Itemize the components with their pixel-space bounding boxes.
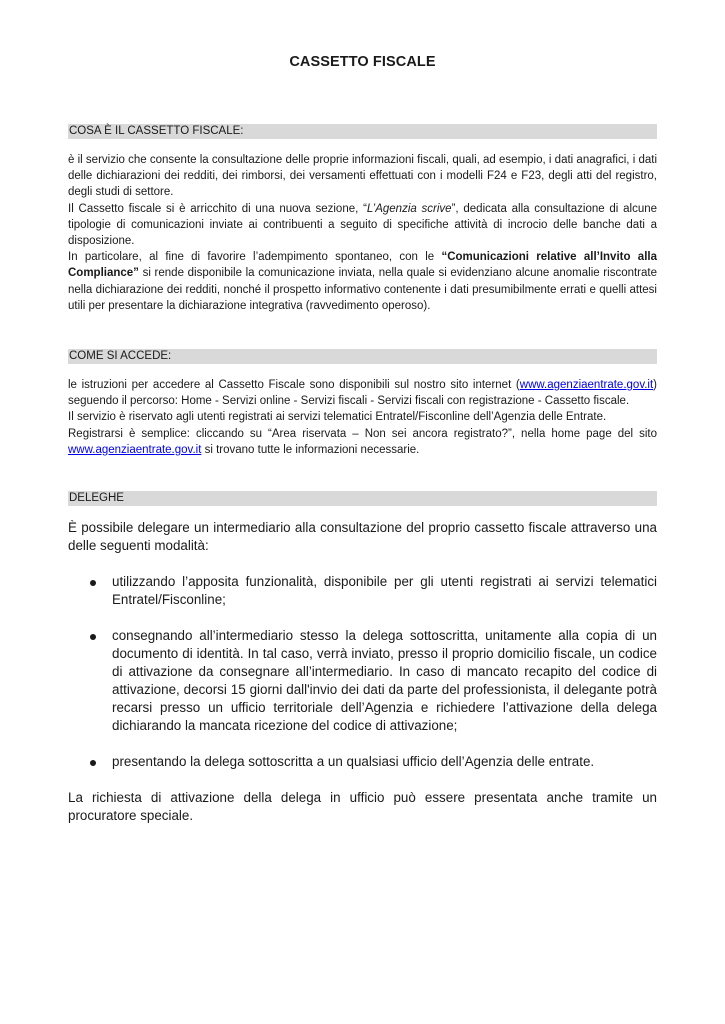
- agenzia-link-2[interactable]: www.agenziaentrate.gov.it: [68, 443, 202, 456]
- list-item: [68, 573, 657, 609]
- section-heading-what-is: COSA È IL CASSETTO FISCALE:: [68, 124, 657, 139]
- bullet-icon: [90, 760, 96, 766]
- delegation-methods-list: [68, 573, 657, 771]
- agenzia-link-1[interactable]: www.agenziaentrate.gov.it: [519, 379, 654, 391]
- what-is-p2-start: Il Cassetto fiscale si è arricchito di una nuova sezione, “: [68, 202, 367, 215]
- document-title: CASSETTO FISCALE: [289, 54, 436, 70]
- bullet-icon: [90, 580, 96, 586]
- access-paragraph-3: [68, 426, 657, 458]
- what-is-paragraph-2: [68, 201, 657, 250]
- section-body-access: [68, 377, 657, 458]
- list-item: [68, 627, 657, 735]
- section-heading-delegations: DELEGHE: [68, 491, 657, 506]
- access-p3-start: Registrarsi è semplice: cliccando su “Area riservata – Non sei ancora registrato?”, nella home page del sito: [68, 427, 657, 440]
- list-item-text: presentando la delega sottoscritta a un qualsiasi ufficio dell’Agenzia delle entrate.: [112, 754, 595, 769]
- delegations-closing: La richiesta di attivazione della delega in ufficio può essere presentata anche tramite un procuratore speciale.: [68, 790, 657, 823]
- what-is-paragraph-1: è il servizio che consente la consultazione delle proprie informazioni fiscali, quali, ad esempio, i dati anagrafici, i dati delle dichiarazioni dei redditi, dei rimborsi, dei versamenti effettuati con i modelli F24 e F23, degli atti del registro, degli studi di settore.: [68, 154, 657, 199]
- delegations-intro: È possibile delegare un intermediario alla consultazione del proprio cassetto fiscale attraverso una delle seguenti modalità:: [68, 520, 657, 553]
- access-p1-start: le istruzioni per accedere al Cassetto Fiscale sono disponibili sul nostro sito internet (: [68, 379, 520, 391]
- section-body-delegations: [68, 519, 657, 825]
- what-is-paragraph-3: [68, 249, 657, 314]
- what-is-p2-end: ”, dedicata alla consultazione di alcune tipologie di comunicazioni inviate ai contribuenti a seguito di specifiche attività di incrocio delle banche dati a disposizione.: [68, 202, 658, 248]
- what-is-p3-start: In particolare, al fine di favorire l’adempimento spontaneo, con le: [68, 251, 442, 264]
- list-item: [68, 753, 657, 771]
- agenzia-scrive-label: L’Agenzia scrive: [366, 202, 452, 215]
- access-paragraph-2: Il servizio è riservato agli utenti registrati ai servizi telematici Entratel/Fisconline dell’Agenzia delle Entrate.: [68, 411, 607, 424]
- section-heading-access: COME SI ACCEDE:: [68, 349, 657, 364]
- what-is-p3-end: si rende disponibile la comunicazione inviata, nella quale si evidenziano alcune anomalie riscontrate nella dichiarazione dei redditi, nonché il prospetto informativo contenente i dati presumibilmente errati e quelli attesi utili per presentare la dichiarazione integrativa (ravvedimento operoso).: [68, 267, 657, 312]
- list-item-text: utilizzando l’apposita funzionalità, disponibile per gli utenti registrati ai servizi telematici Entratel/Fisconline;: [112, 574, 657, 607]
- bullet-icon: [90, 634, 96, 640]
- compliance-label: “Comunicazioni relative all’Invito alla Compliance”: [68, 251, 657, 280]
- list-item-text: consegnando all’intermediario stesso la delega sottoscritta, unitamente alla copia di un documento di identità. In tal caso, verrà inviato, presso il proprio domicilio fiscale, un codice di attivazione da consegnare all’intermediario. In caso di mancato recapito del codice di attivazione, decorsi 15 giorni dall'invio dei dati da parte del professionista, il delegante potrà recarsi presso un ufficio territoriale dell’Agenzia e richiedere l’attivazione della delega dichiarando la mancata ricezione del codice di attivazione;: [112, 628, 657, 733]
- section-body-what-is: [68, 152, 657, 314]
- access-p1-end: ) seguendo il percorso: Home - Servizi online - Servizi fiscali - Servizi fiscali con registrazione - Cassetto fiscale.: [68, 379, 657, 408]
- access-p3-end: si trovano tutte le informazioni necessarie.: [201, 443, 420, 456]
- access-paragraph-1: [68, 377, 657, 409]
